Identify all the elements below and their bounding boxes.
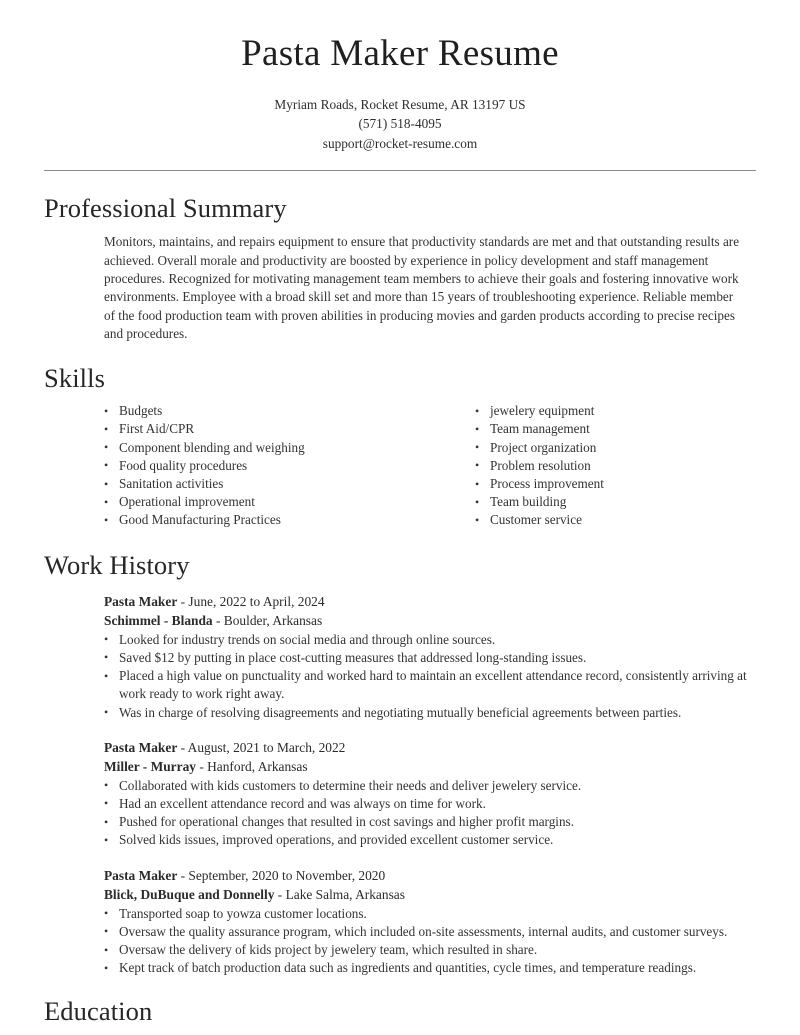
work-history-entry (44, 592, 756, 722)
list-item: • Operational improvement (104, 493, 430, 511)
job-role: Pasta Maker (104, 867, 178, 883)
job-bullet-list (104, 905, 756, 978)
list-item: • Saved $12 by putting in place cost-cutting measures that addressed long-standing issues. (104, 649, 756, 667)
professional-summary-text: Monitors, maintains, and repairs equipment to ensure that productivity standards are met and that outstanding results are achieved. Overall morale and productivity are boosted by experience in policy development and staff management procedures. Recognized for motivating management team members to achieve their goals and fostering innovative work environments. Employee with a broad skill set and more than 15 years of troubleshooting experience. Reliable member of the food production team with proven abilities in producing movies and garden products according to precise recipes and procedures. (104, 234, 740, 341)
work-history-entry (44, 866, 756, 978)
list-item: • Oversaw the quality assurance program, which included on-site assessments, internal audits, and customer surveys. (104, 923, 756, 941)
skills-list-left (104, 402, 430, 529)
job-bullet-list (104, 777, 756, 850)
list-item: • Was in charge of resolving disagreements and negotiating mutually beneficial agreements between parties. (104, 704, 756, 722)
list-item: • Team management (475, 420, 756, 438)
job-title-line (104, 866, 756, 886)
job-company-line (104, 611, 756, 631)
section-education (0, 977, 800, 1028)
job-company-line (104, 885, 756, 905)
list-item: • Budgets (104, 402, 430, 420)
section-work-history (0, 530, 800, 978)
list-item: • Had an excellent attendance record and was always on time for work. (104, 795, 756, 813)
job-dates: - June, 2022 to April, 2024 (177, 593, 325, 609)
job-location: - Hanford, Arkansas (195, 759, 308, 775)
skills-columns (44, 402, 756, 529)
job-dates: - August, 2021 to March, 2022 (177, 739, 346, 755)
section-professional-summary (0, 171, 800, 343)
job-company-line (104, 757, 756, 777)
list-item: • Food quality procedures (104, 457, 430, 475)
list-item: • Transported soap to yowza customer locations. (104, 905, 756, 923)
contact-email: support@rocket-resume.com (322, 135, 478, 151)
heading-professional-summary: Professional Summary (44, 193, 287, 224)
job-company: Schimmel - Blanda (104, 613, 213, 629)
list-item: • Sanitation activities (104, 475, 430, 493)
heading-skills: Skills (44, 363, 105, 394)
section-skills (0, 343, 800, 530)
job-company: Blick, DuBuque and Donnelly (104, 887, 275, 903)
list-item: • Collaborated with kids customers to determine their needs and deliver jewelery service. (104, 777, 756, 795)
list-item: • Component blending and weighing (104, 439, 430, 457)
list-item: • Project organization (475, 439, 756, 457)
list-item: • Problem resolution (475, 457, 756, 475)
list-item: • jewelery equipment (475, 402, 756, 420)
professional-summary-body (44, 233, 756, 343)
job-role: Pasta Maker (104, 593, 178, 609)
list-item: • Placed a high value on punctuality and worked hard to maintain an excellent attendance record, consistently arriving at work ready to work right away. (104, 667, 756, 703)
list-item: • Kept track of batch production data such as ingredients and quantities, cycle times, and temperature readings. (104, 959, 756, 977)
list-item: • Customer service (475, 511, 756, 529)
list-item: • Oversaw the delivery of kids project by jewelery team, which resulted in share. (104, 941, 756, 959)
list-item: • Team building (475, 493, 756, 511)
contact-phone: (571) 518-4095 (358, 116, 442, 132)
job-location: - Boulder, Arkansas (212, 613, 323, 629)
list-item: • Solved kids issues, improved operations, and provided excellent customer service. (104, 831, 756, 849)
job-location: - Lake Salma, Arkansas (274, 887, 405, 903)
job-company: Miller - Murray (104, 759, 196, 775)
heading-work-history: Work History (44, 549, 190, 580)
skills-column-left (104, 402, 430, 529)
list-item: • First Aid/CPR (104, 420, 430, 438)
skills-list-right (475, 402, 756, 529)
work-history-entry (44, 738, 756, 850)
skills-column-right (430, 402, 756, 529)
job-dates: - September, 2020 to November, 2020 (177, 867, 386, 883)
job-bullet-list (104, 631, 756, 722)
list-item: • Process improvement (475, 475, 756, 493)
heading-education: Education (44, 996, 153, 1027)
page-title: Pasta Maker Resume (241, 33, 559, 74)
list-item: • Looked for industry trends on social media and through online sources. (104, 631, 756, 649)
list-item: • Pushed for operational changes that resulted in cost savings and higher profit margins. (104, 813, 756, 831)
contact-address: Myriam Roads, Rocket Resume, AR 13197 US (274, 96, 526, 112)
job-role: Pasta Maker (104, 739, 178, 755)
job-title-line (104, 738, 756, 758)
job-title-line (104, 592, 756, 612)
list-item: • Good Manufacturing Practices (104, 511, 430, 529)
resume-header (0, 0, 800, 153)
